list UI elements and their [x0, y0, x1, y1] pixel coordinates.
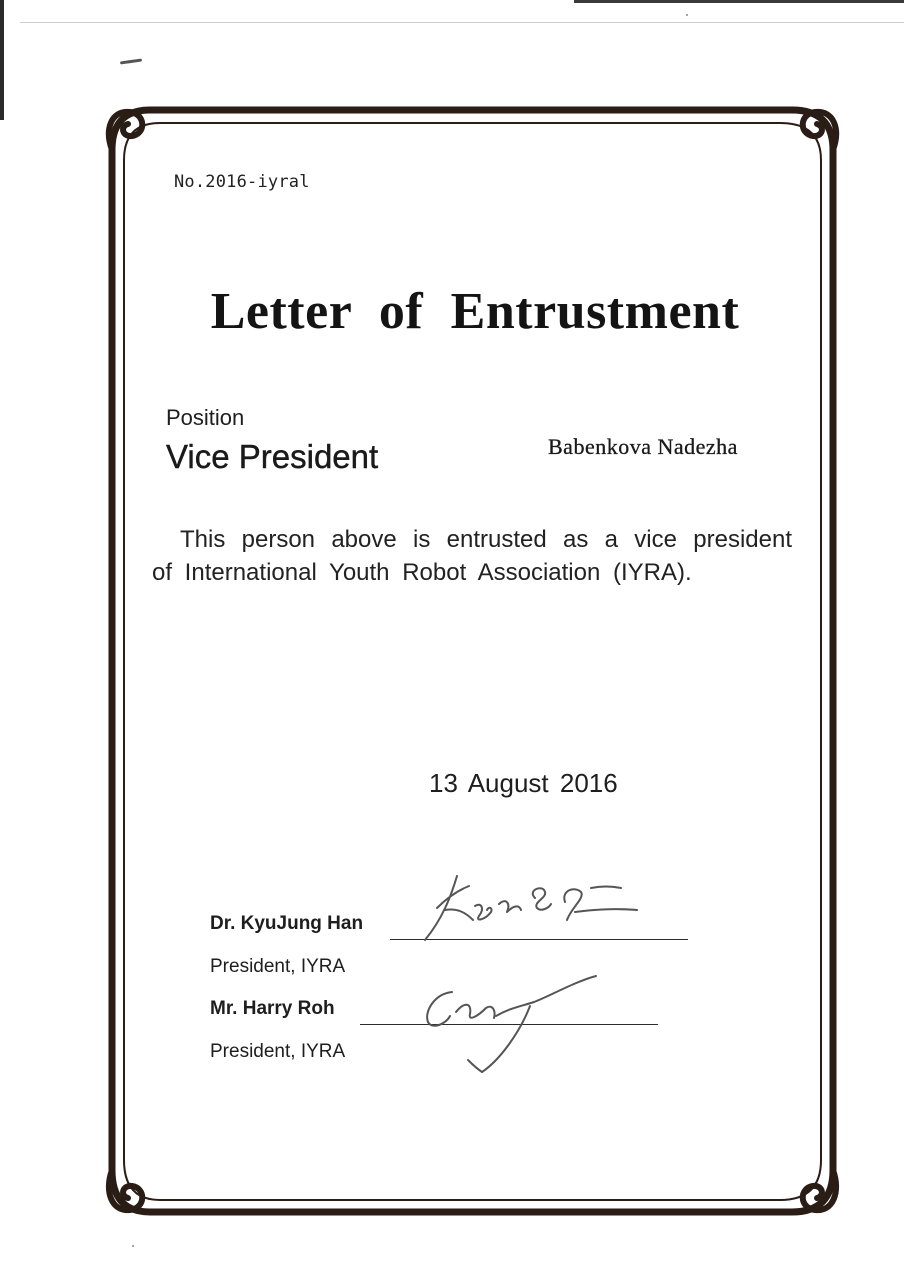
- position-label: Position: [166, 405, 245, 430]
- person-name: Babenkova Nadezha: [548, 434, 738, 459]
- signature-1: [415, 868, 655, 948]
- signatory-2-title: President, IYRA: [210, 1041, 346, 1062]
- signatory-1-name: Dr. KyuJung Han: [210, 913, 364, 934]
- signatory-1-title: President, IYRA: [210, 956, 346, 977]
- issue-date: 13 August 2016: [429, 768, 618, 798]
- signatory-2-name: Mr. Harry Roh: [210, 998, 335, 1019]
- scan-speck: [686, 14, 688, 16]
- signature-2: [410, 972, 610, 1082]
- scan-speck: [132, 1245, 134, 1247]
- document-title: Letter of Entrustment: [210, 283, 740, 340]
- entrustment-statement: This person above is entrusted as a vice president of International Youth Robot Association (IYRA).: [152, 526, 792, 586]
- position-value: Vice President: [166, 438, 379, 475]
- document-number: No.2016-iyral: [174, 172, 310, 192]
